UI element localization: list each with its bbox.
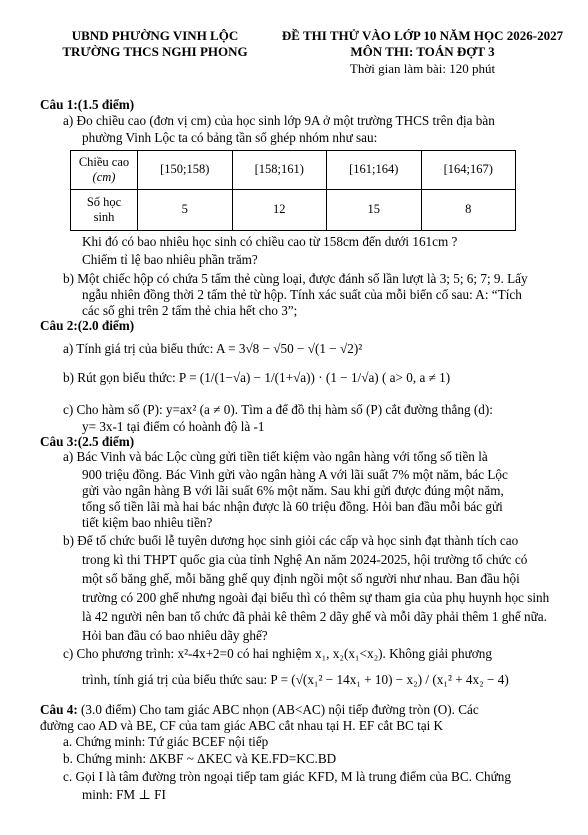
q2-title: Câu 2:(2.0 điểm) <box>40 318 135 333</box>
q2a-expression: a) Tính giá trị của biểu thức: A = 3√8 − √50 − √(1 − √2)² <box>63 341 363 356</box>
exam-duration: Thời gian làm bài: 120 phút <box>349 61 496 76</box>
q4b: b. Chứng minh: ΔKBF ~ ΔKEC và KE.FD=KC.BD <box>63 751 337 766</box>
q3b-line: trong kì thi THPT quốc gia của tỉnh Nghệ An năm 2024-2025, hội trường tổ chức có <box>82 552 528 567</box>
table-cell: 15 <box>327 190 422 231</box>
q3a-line: a) Bác Vinh và bác Lộc cùng gửi tiền tiết kiệm vào ngân hàng với tổng số tiền là <box>63 449 488 464</box>
q4-line1: Câu 4: (3.0 điểm) Cho tam giác ABC nhọn (AB<AC) nội tiếp đường tròn (O). Các <box>40 702 479 717</box>
table-cell: [161;164) <box>327 151 422 190</box>
table-cell: [164;167) <box>421 151 516 190</box>
q2b-expression: b) Rút gọn biểu thức: P = (1/(1−√a) − 1/(1+√a)) · (1 − 1/√a) ( a> 0, a ≠ 1) <box>63 370 451 385</box>
q4-line2: đường cao AD và BE, CF của tam giác ABC cắt nhau tại H. EF cắt BC tại K <box>40 718 444 733</box>
q1a-line1: a) Đo chiều cao (đơn vị cm) của học sinh lớp 9A ở một trường THCS trên địa bàn <box>63 113 495 128</box>
q3c-line1: c) Cho phương trình: x²-4x+2=0 có hai nghiệm x₁, x₂(x₁<x₂). Không giải phương <box>63 646 492 661</box>
q3b-line: là 42 người nên ban tổ chức đã phải kê thêm 2 dãy ghế và mỗi dãy phải thêm 1 ghế nữa. <box>82 609 547 624</box>
table-row <box>71 151 516 190</box>
q3a-line: gửi vào ngân hàng B với lãi suất 6% một năm. Sau khi gửi được đúng một năm, <box>82 483 504 498</box>
q1a-question1: Khi đó có bao nhiêu học sinh có chiều cao từ 158cm đến dưới 161cm ? <box>82 234 458 249</box>
q2c-line2: y= 3x-1 tại điểm có hoành độ là -1 <box>82 419 265 434</box>
q3a-line: tổng số tiền lãi mà hai bác nhận được là 60 triệu đồng. Hỏi ban đầu mỗi bác gửi <box>82 499 503 514</box>
q4c-line1: c. Gọi I là tâm đường tròn ngoại tiếp tam giác KFD, M là trung điểm của BC. Chứng <box>63 769 511 784</box>
q3b-line: Hỏi ban đầu có bao nhiêu dãy ghế? <box>82 628 268 643</box>
q1-title: Câu 1:(1.5 điểm) <box>40 97 135 112</box>
q3a-line: tiết kiệm bao nhiêu tiền? <box>82 515 213 530</box>
table-row <box>71 190 516 231</box>
q3b-line: b) Để tổ chức buổi lễ tuyên dương học sinh giỏi các cấp và học sinh đạt thành tích cao <box>63 533 519 548</box>
q4c-line2: minh: FM ⊥ FI <box>82 787 166 802</box>
q1b-line2: ngẫu nhiên đồng thời 2 tấm thẻ từ hộp. Tính xác suất của mỗi biến cố sau: A: “Tích <box>82 287 522 302</box>
q1a-line2: phường Vinh Lộc ta có bảng tần số ghép nhóm như sau: <box>82 130 378 145</box>
school-ward: UBND PHƯỜNG VINH LỘC <box>71 28 239 43</box>
q2c-line1: c) Cho hàm số (P): y=ax² (a ≠ 0). Tìm a để đồ thị hàm số (P) cắt đường thẳng (d): <box>63 402 493 417</box>
q4-title: Câu 4: <box>40 702 78 717</box>
q3-title: Câu 3:(2.5 điểm) <box>40 434 135 449</box>
exam-title: ĐỀ THI THỬ VÀO LỚP 10 NĂM HỌC 2026-2027 <box>281 28 564 43</box>
table-cell: 12 <box>232 190 327 231</box>
q4a: a. Chứng minh: Tứ giác BCEF nội tiếp <box>63 734 269 749</box>
table-cell: 8 <box>421 190 516 231</box>
exam-subject: MÔN THI: TOÁN ĐỢT 3 <box>350 44 495 59</box>
table-cell: [150;158) <box>138 151 233 190</box>
frequency-table <box>70 150 516 231</box>
table-header-height: Chiều cao (cm) <box>71 151 138 190</box>
table-header-count: Số học sinh <box>71 190 138 231</box>
q3b-line: một số băng ghế, mỗi băng ghế quy định ngồi một số người như nhau. Ban đầu hội <box>82 571 520 586</box>
school-name: TRƯỜNG THCS NGHI PHONG <box>62 44 248 59</box>
q1b-line3: các số ghi trên 2 tấm thẻ chia hết cho 3”; <box>82 303 298 318</box>
q1b-line1: b) Một chiếc hộp có chứa 5 tấm thẻ cùng loại, được đánh số lần lượt là 3; 5; 6; 7; 9. Lấy <box>63 271 528 286</box>
q3b-line: trường có 200 ghế nhưng ngoài đại biểu thì có thêm sự tham gia của phụ huynh học sinh <box>82 590 550 605</box>
q1a-question2: Chiếm tỉ lệ bao nhiêu phần trăm? <box>82 252 258 267</box>
q3c-line2: trình, tính giá trị của biểu thức sau: P = (√(x₁² − 14x₁ + 10) − x₂) / (x₁² + 4x₂ − 4) <box>82 672 509 687</box>
q3a-line: 900 triệu đồng. Bác Vinh gửi vào ngân hàng A với lãi suất 7% một năm, bác Lộc <box>82 467 508 482</box>
table-cell: 5 <box>138 190 233 231</box>
table-cell: [158;161) <box>232 151 327 190</box>
